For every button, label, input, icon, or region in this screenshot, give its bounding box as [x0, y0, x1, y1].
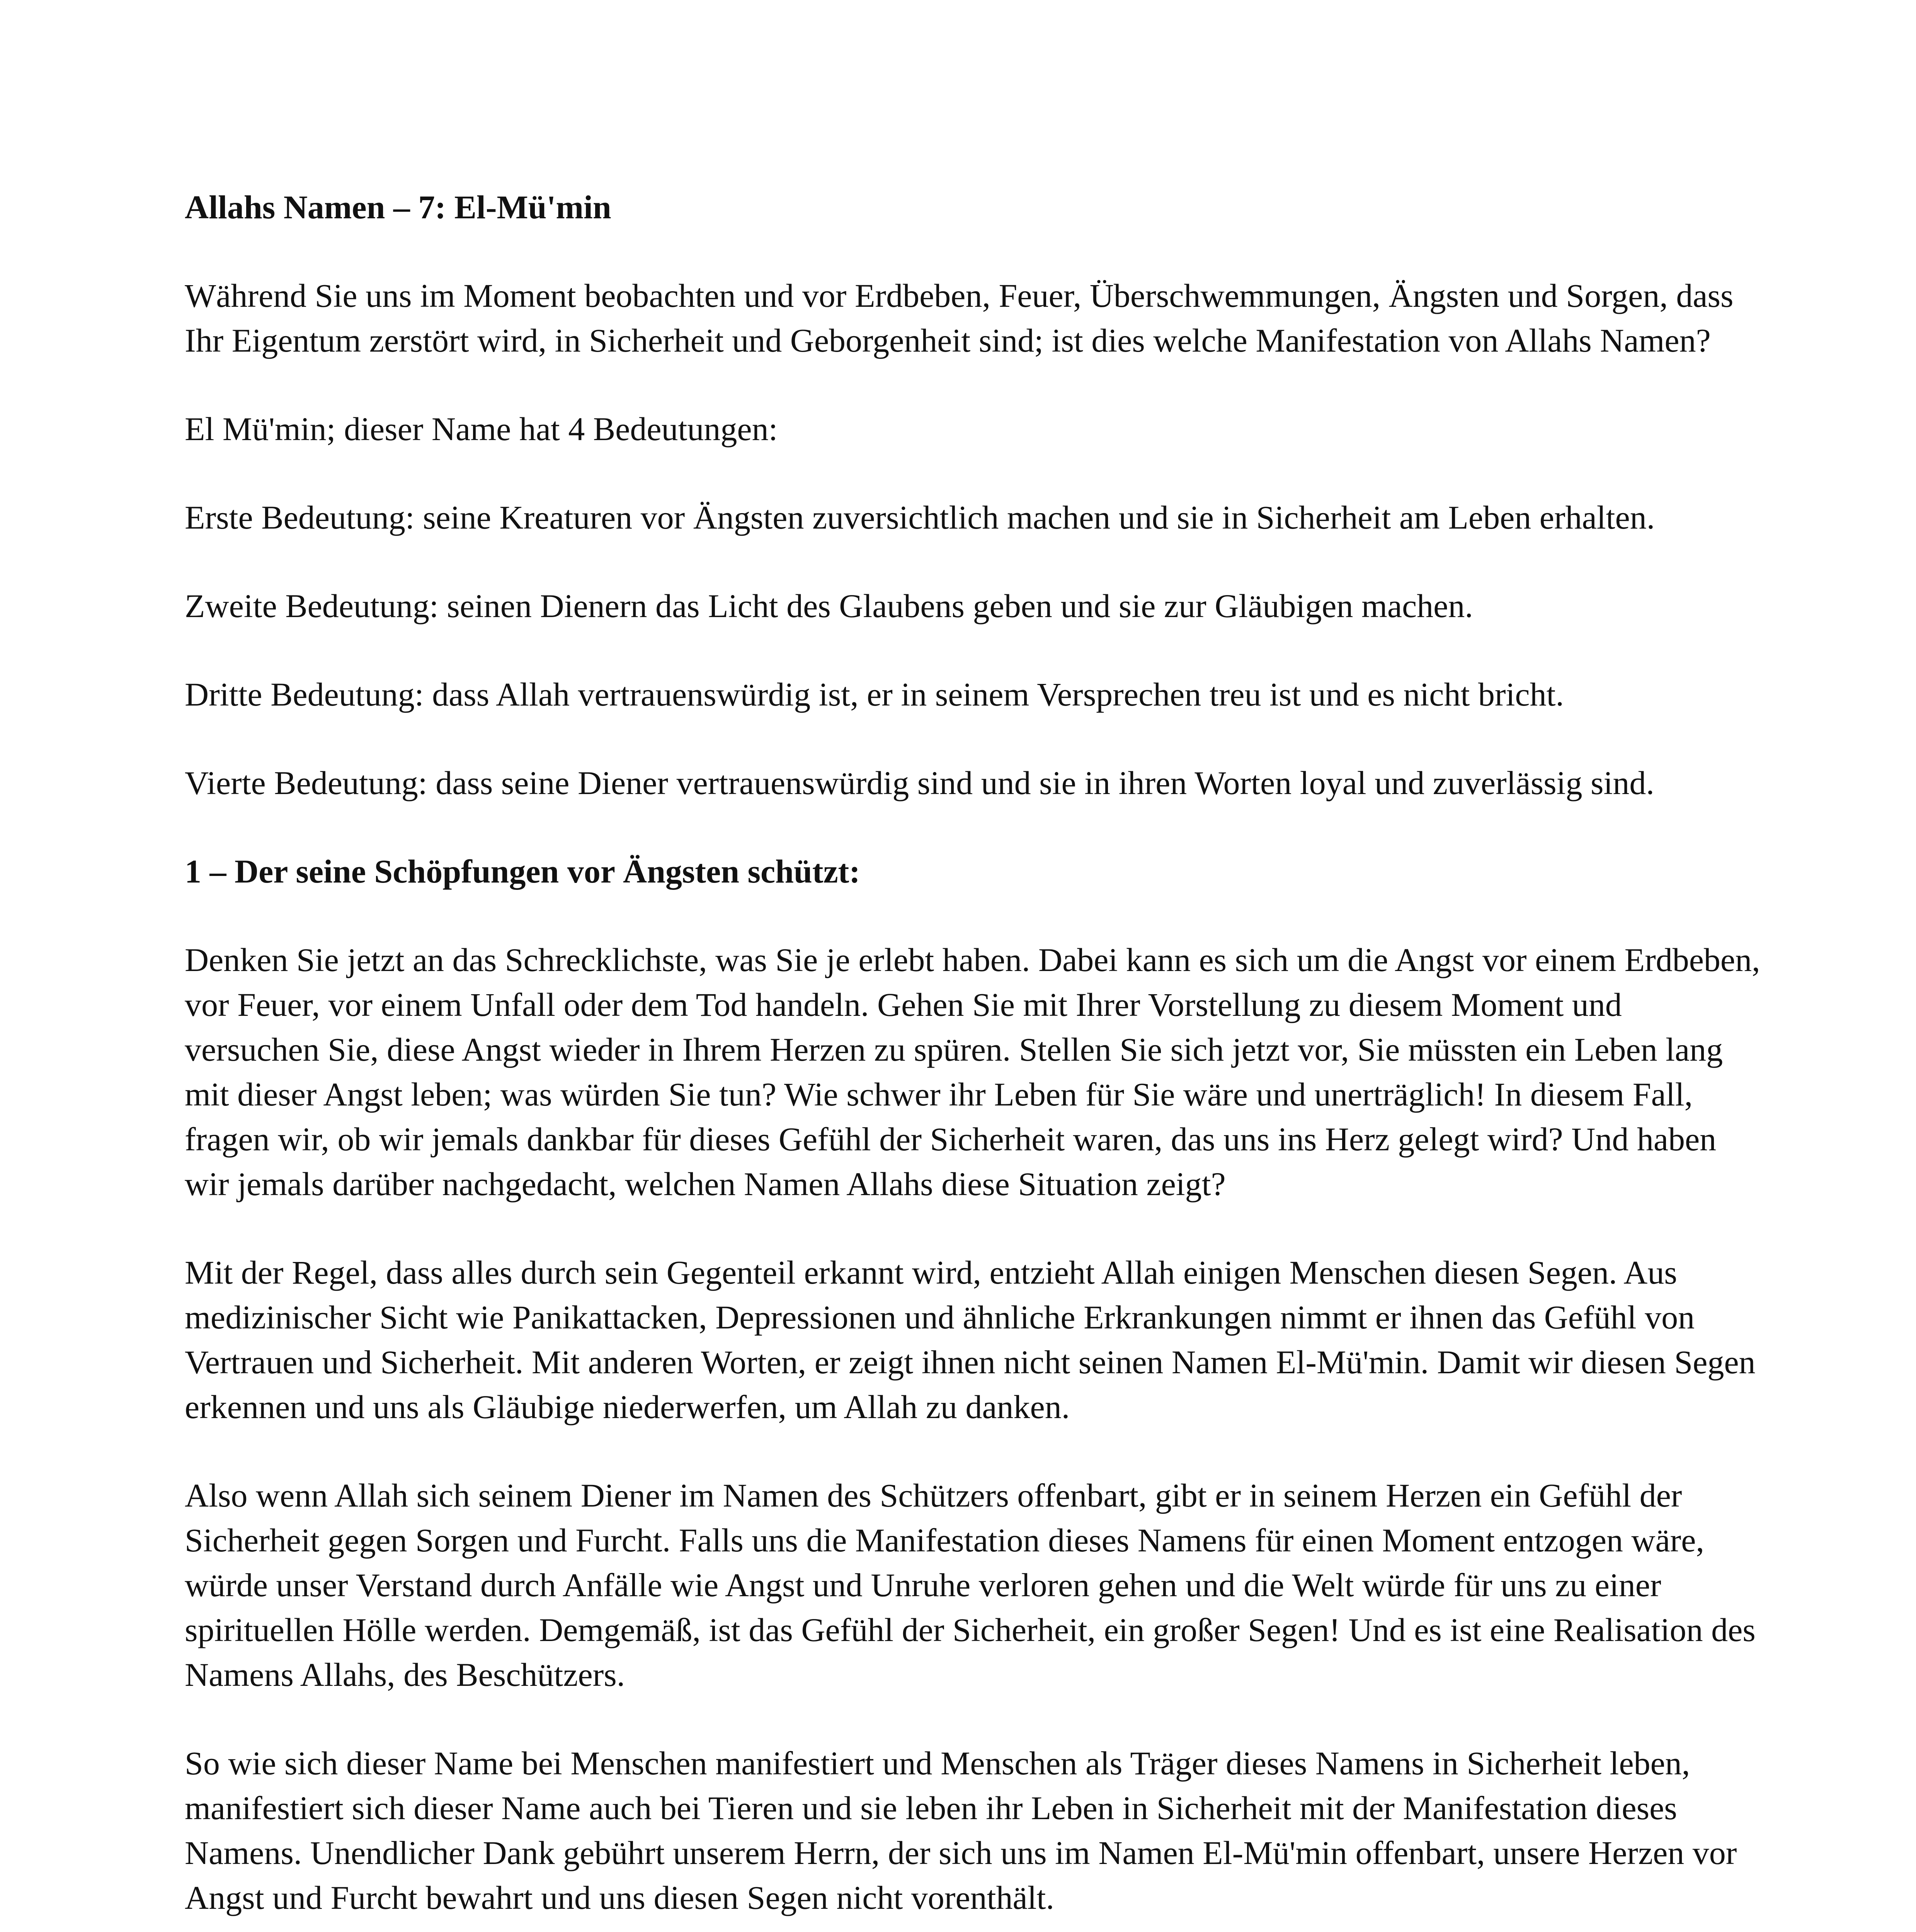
meaning-3: Dritte Bedeutung: dass Allah vertrauenswürdig ist, er in seinem Versprechen treu ist und es nicht bricht.: [185, 676, 1564, 713]
section-1-paragraph: Mit der Regel, dass alles durch sein Gegenteil erkannt wird, entzieht Allah einigen Menschen diesen Segen. Aus medizinischer Sicht wie Panikattacken, Depressionen und ähnliche Erkrankungen nimmt er ihnen das Gefühl von Vertrauen und Sicherheit. Mit anderen Worten, er zeigt ihnen nicht seinen Namen El-Mü'min. Damit wir diesen Segen erkennen und uns als Gläubige niederwerfen, um Allah zu danken.: [185, 1254, 1756, 1425]
section-1-paragraph: Also wenn Allah sich seinem Diener im Namen des Schützers offenbart, gibt er in seinem Herzen ein Gefühl der Sicherheit gegen Sorgen und Furcht. Falls uns die Manifestation dieses Namens für einen Moment entzogen wäre, würde unser Verstand durch Anfälle wie Angst und Unruhe verloren gehen und die Welt würde für uns zu einer spirituellen Hölle werden. Demgemäß, ist das Gefühl der Sicherheit, ein großer Segen! Und es ist eine Realisation des Namens Allahs, des Beschützers.: [185, 1477, 1756, 1693]
meaning-4: Vierte Bedeutung: dass seine Diener vertrauenswürdig sind und sie in ihren Worten loyal und zuverlässig sind.: [185, 764, 1654, 801]
document-title: Allahs Namen – 7: El-Mü'min: [185, 189, 611, 226]
section-1-heading: 1 – Der seine Schöpfungen vor Ängsten schützt:: [185, 853, 860, 890]
document-body: [185, 185, 1761, 1932]
meanings-intro: El Mü'min; dieser Name hat 4 Bedeutungen:: [185, 410, 778, 447]
meaning-2: Zweite Bedeutung: seinen Dienern das Licht des Glaubens geben und sie zur Gläubigen machen.: [185, 587, 1473, 624]
intro-paragraph: Während Sie uns im Moment beobachten und vor Erdbeben, Feuer, Überschwemmungen, Ängsten und Sorgen, dass Ihr Eigentum zerstört wird, in Sicherheit und Geborgenheit sind; ist dies welche Manifestation von Allahs Namen?: [185, 277, 1734, 359]
section-1-paragraph: So wie sich dieser Name bei Menschen manifestiert und Menschen als Träger dieses Namens in Sicherheit leben, manifestiert sich dieser Name auch bei Tieren und sie leben ihr Leben in Sicherheit mit der Manifestation dieses Namens. Unendlicher Dank gebührt unserem Herrn, der sich uns im Namen El-Mü'min offenbart, unsere Herzen vor Angst und Furcht bewahrt und uns diesen Segen nicht vorenthält.: [185, 1745, 1737, 1916]
section-1-paragraph: Denken Sie jetzt an das Schrecklichste, was Sie je erlebt haben. Dabei kann es sich um die Angst vor einem Erdbeben, vor Feuer, vor einem Unfall oder dem Tod handeln. Gehen Sie mit Ihrer Vorstellung zu diesem Moment und versuchen Sie, diese Angst wieder in Ihrem Herzen zu spüren. Stellen Sie sich jetzt vor, Sie müssten ein Leben lang mit dieser Angst leben; was würden Sie tun? Wie schwer ihr Leben für Sie wäre und unerträglich! In diesem Fall, fragen wir, ob wir jemals dankbar für dieses Gefühl der Sicherheit waren, das uns ins Herz gelegt wird? Und haben wir jemals darüber nachgedacht, welchen Namen Allahs diese Situation zeigt?: [185, 941, 1760, 1202]
meaning-1: Erste Bedeutung: seine Kreaturen vor Ängsten zuversichtlich machen und sie in Sicherheit am Leben erhalten.: [185, 499, 1655, 536]
